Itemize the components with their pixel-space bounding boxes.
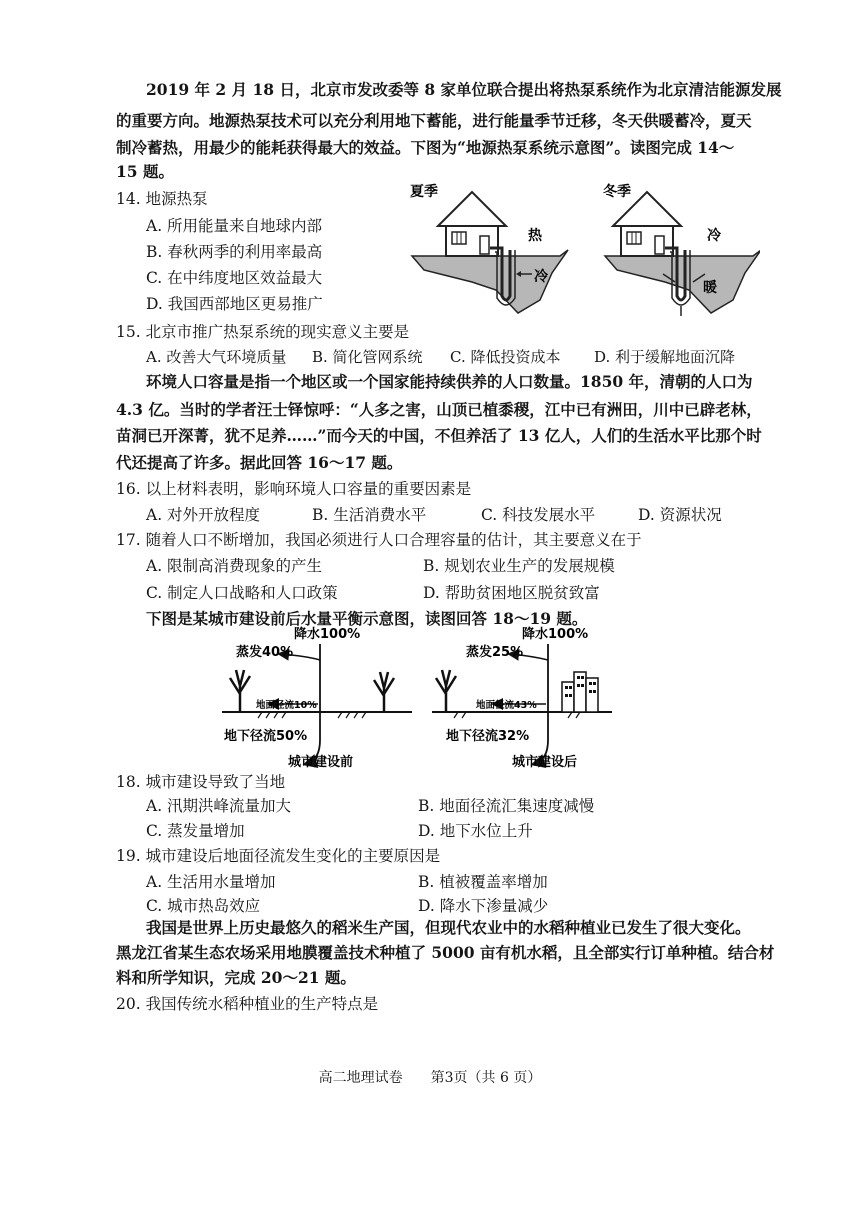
summer-label-hot: 热: [528, 228, 542, 244]
q18-option-b[interactable]: B. 地面径流汇集速度减慢: [418, 797, 595, 815]
heat-pump-figure: [400, 178, 760, 323]
summer-label-cold: 冷: [534, 269, 548, 285]
q16-stem: 16. 以上材料表明，影响环境人口容量的重要因素是: [116, 480, 472, 498]
q17-option-d[interactable]: D. 帮助贫困地区脱贫致富: [423, 584, 600, 602]
q16-option-a[interactable]: A. 对外开放程度: [146, 506, 261, 524]
q15-option-c[interactable]: C. 降低投资成本: [450, 348, 561, 366]
q18-option-d[interactable]: D. 地下水位上升: [418, 822, 533, 840]
intro4-line-2: 黑龙江省某生态农场采用地膜覆盖技术种植了 5000 亩有机水稻，且全部实行订单种植。结合材: [116, 943, 775, 962]
water-balance-figure: [222, 620, 622, 775]
q18-option-a[interactable]: A. 汛期洪峰流量加大: [146, 797, 292, 815]
q18-option-c[interactable]: C. 蒸发量增加: [146, 822, 245, 840]
intro1-line-4: 15 题。: [116, 162, 174, 181]
q14-option-a[interactable]: A. 所用能量来自地球内部: [146, 217, 323, 235]
intro4-line-1: 我国是世界上历史最悠久的稻米生产国，但现代农业中的水稻种植业已发生了很大变化。: [146, 918, 751, 937]
q20-stem: 20. 我国传统水稻种植业的生产特点是: [116, 995, 379, 1013]
intro4-line-3: 料和所学知识，完成 20～21 题。: [116, 968, 356, 987]
intro3: 下图是某城市建设前后水量平衡示意图，读图回答 18～19 题。: [146, 609, 588, 628]
q19-option-a[interactable]: A. 生活用水量增加: [146, 873, 276, 891]
winter-label-warm: 暖: [703, 280, 717, 296]
summer-panel: [410, 183, 568, 313]
q17-option-b[interactable]: B. 规划农业生产的发展规模: [423, 557, 615, 575]
q14-option-c[interactable]: C. 在中纬度地区效益最大: [146, 269, 323, 287]
q19-option-c[interactable]: C. 城市热岛效应: [146, 897, 261, 915]
q19-option-d[interactable]: D. 降水下渗量减少: [418, 897, 549, 915]
after-evap-label: 蒸发25%: [466, 645, 524, 660]
intro1-line-1: 2019 年 2 月 18 日，北京市发改委等 8 家单位联合提出将热泵系统作为北京清洁能源发展: [146, 80, 782, 99]
intro2-line-1: 环境人口容量是指一个地区或一个国家能持续供养的人口数量。1850 年，清朝的人口为: [146, 372, 753, 391]
before-underground-label: 地下径流50%: [224, 729, 308, 744]
after-underground-label: 地下径流32%: [446, 729, 530, 744]
before-caption: 城市建设前: [288, 755, 354, 770]
winter-panel: [603, 183, 760, 316]
q15-option-d[interactable]: D. 利于缓解地面沉降: [594, 348, 736, 366]
after-caption: 城市建设后: [512, 755, 578, 770]
q15-stem: 15. 北京市推广热泵系统的现实意义主要是: [116, 323, 410, 341]
q15-option-a[interactable]: A. 改善大气环境质量: [146, 348, 287, 366]
winter-title: 冬季: [603, 184, 631, 200]
q15-option-b[interactable]: B. 简化管网系统: [312, 348, 423, 366]
q14-option-d[interactable]: D. 我国西部地区更易推广: [146, 295, 323, 313]
q17-option-a[interactable]: A. 限制高消费现象的产生: [146, 557, 323, 575]
q14-option-b[interactable]: B. 春秋两季的利用率最高: [146, 243, 323, 261]
winter-label-cold: 冷: [707, 228, 721, 244]
intro2-line-3: 苗洞已开深菁，犹不足养……”而今天的中国，不但养活了 13 亿人，人们的生活水平比那个时: [116, 426, 762, 445]
q16-option-b[interactable]: B. 生活消费水平: [312, 506, 427, 524]
q14-stem: 14. 地源热泵: [116, 190, 208, 208]
after-precip-label: 降水100%: [522, 627, 589, 642]
before-precip-label: 降水100%: [294, 627, 361, 642]
q17-stem: 17. 随着人口不断增加，我国必须进行人口合理容量的估计，其主要意义在于: [116, 531, 642, 549]
after-panel: [432, 626, 612, 770]
q16-option-d[interactable]: D. 资源状况: [638, 506, 722, 524]
intro2-line-4: 代还提高了许多。据此回答 16～17 题。: [116, 453, 403, 472]
intro1-line-2: 的重要方向。地源热泵技术可以充分利用地下蓄能，进行能量季节迁移，冬天供暖蓄冷，夏天: [116, 111, 752, 130]
before-panel: [222, 626, 412, 770]
after-surface-label: 地面径流43%: [476, 700, 537, 711]
before-surface-label: 地面径流10%: [256, 700, 317, 711]
q19-stem: 19. 城市建设后地面径流发生变化的主要原因是: [116, 847, 441, 865]
before-evap-label: 蒸发40%: [236, 645, 294, 660]
page-footer: 高二地理试卷 第3页（共 6 页）: [318, 1070, 542, 1086]
q18-stem: 18. 城市建设导致了当地: [116, 773, 286, 791]
summer-title: 夏季: [410, 184, 438, 200]
intro1-line-3: 制冷蓄热，用最少的能耗获得最大的效益。下图为“地源热泵系统示意图”。读图完成 14～: [116, 138, 735, 157]
q19-option-b[interactable]: B. 植被覆盖率增加: [418, 873, 548, 891]
intro2-line-2: 4.3 亿。当时的学者汪士铎惊呼：“人多之害，山顶已植黍稷，江中已有洲田，川中已辟老林，: [116, 400, 762, 419]
q17-option-c[interactable]: C. 制定人口战略和人口政策: [146, 584, 338, 602]
q16-option-c[interactable]: C. 科技发展水平: [481, 506, 596, 524]
